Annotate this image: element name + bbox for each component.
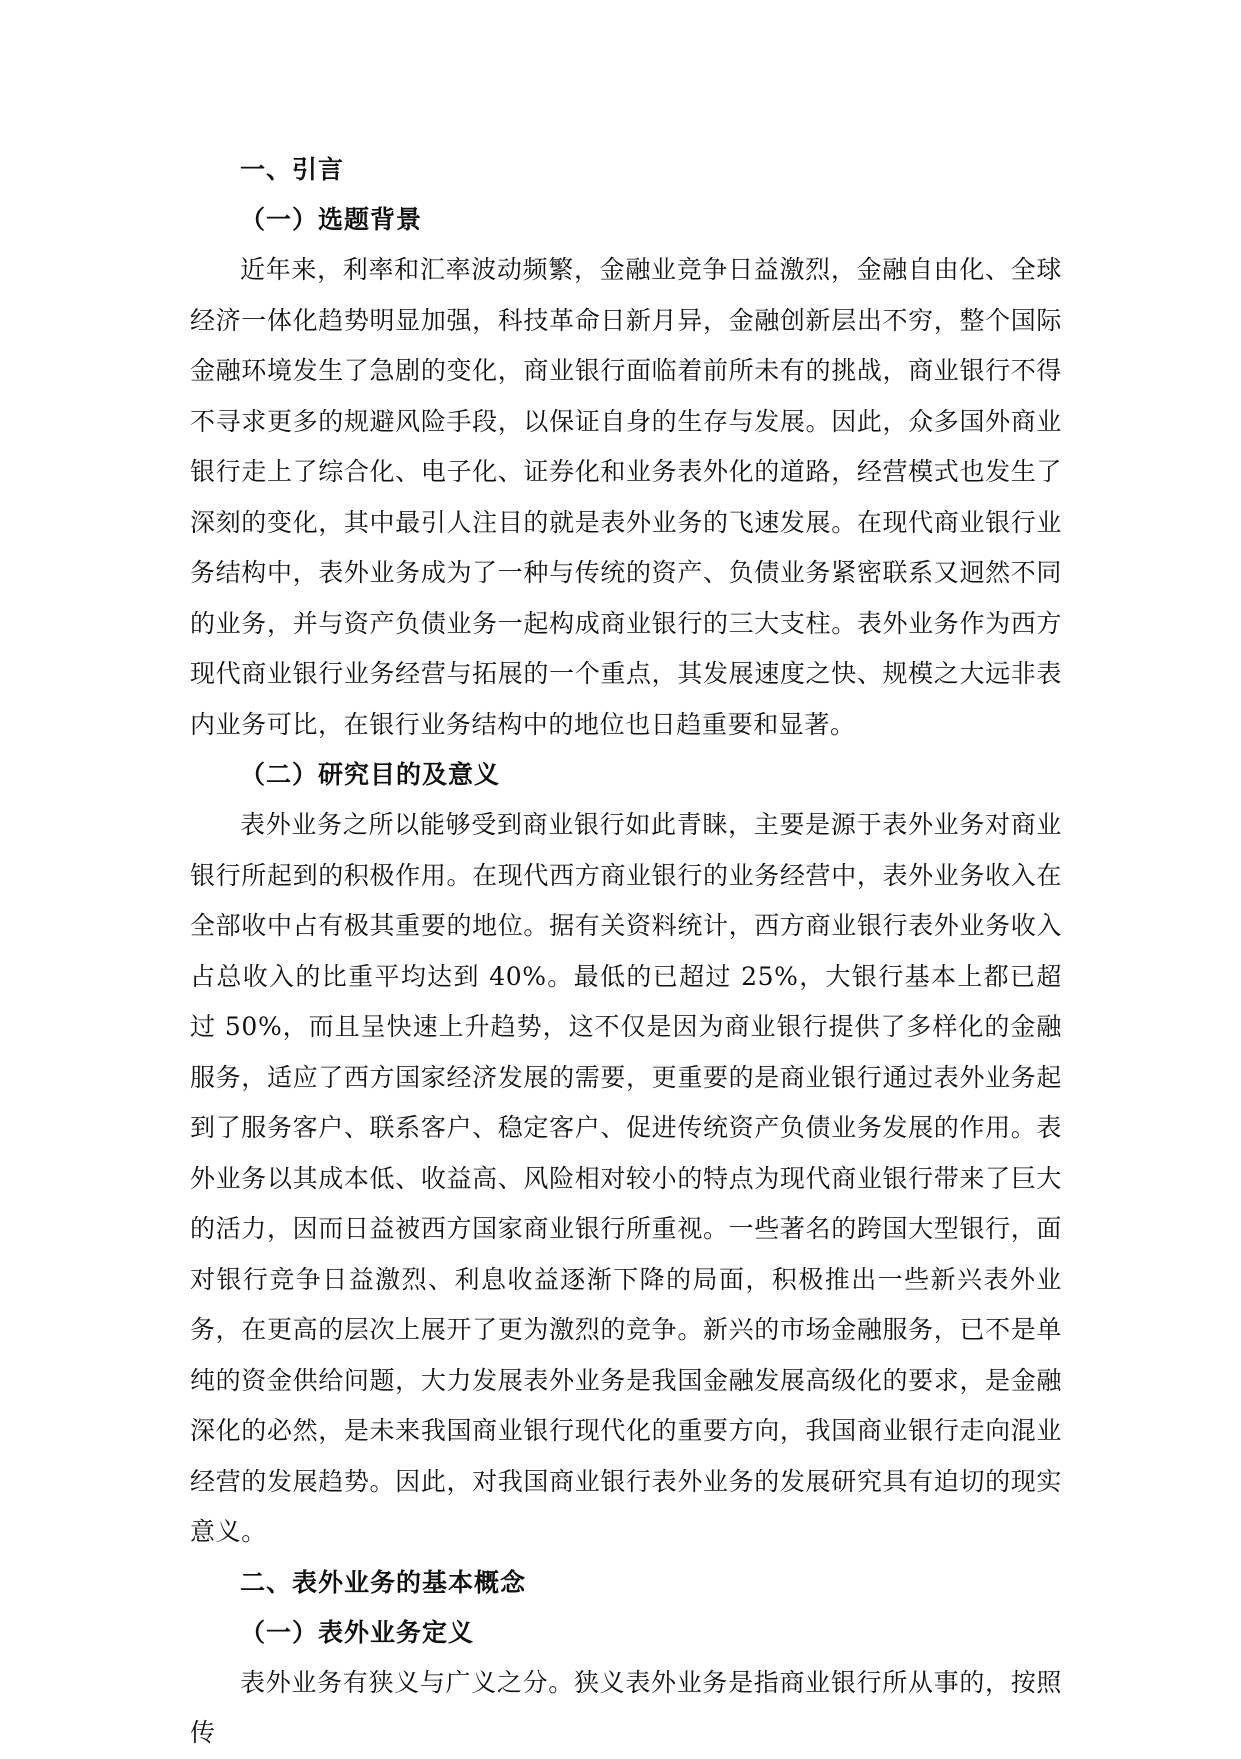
document-body [190,145,1062,1759]
paragraph-background: 近年来，利率和汇率波动频繁，金融业竞争日益激烈，金融自由化、全球经济一体化趋势明显加强，科技革命日新月异，金融创新层出不穷，整个国际金融环境发生了急剧的变化，商业银行面临着前所未有的挑战，商业银行不得不寻求更多的规避风险手段，以保证自身的生存与发展。因此，众多国外商业银行走上了综合化、电子化、证券化和业务表外化的道路，经营模式也发生了深刻的变化，其中最引人注目的就是表外业务的飞速发展。在现代商业银行业务结构中，表外业务成为了一种与传统的资产、负债业务紧密联系又迥然不同的业务，并与资产负债业务一起构成商业银行的三大支柱。表外业务作为西方现代商业银行业务经营与拓展的一个重点，其发展速度之快、规模之大远非表内业务可比，在银行业务结构中的地位也日趋重要和显著。 [190,255,1062,739]
paragraph-definition: 表外业务有狭义与广义之分。狭义表外业务是指商业银行所从事的，按照传 [190,1667,1062,1747]
subsection-heading-purpose: （二）研究目的及意义 [240,760,501,789]
subsection-heading-background: （一）选题背景 [240,205,423,234]
section-heading-basic-concepts: 二、表外业务的基本概念 [240,1567,527,1597]
subsection-heading-definition: （一）表外业务定义 [240,1617,475,1647]
section-heading-introduction: 一、引言 [240,155,345,184]
paragraph-purpose: 表外业务之所以能够受到商业银行如此青睐，主要是源于表外业务对商业银行所起到的积极作用。在现代西方商业银行的业务经营中，表外业务收入在全部收中占有极其重要的地位。据有关资料统计，西方商业银行表外业务收入占总收入的比重平均达到 40%。最低的已超过 25%，大银行基本上都已超过 50%，而且呈快速上升趋势，这不仅是因为商业银行提供了多样化的金融服务，适应了西方国家经济发展的需要，更重要的是商业银行通过表外业务起到了服务客户、联系客户、稳定客户、促进传统资产负债业务发展的作用。表外业务以其成本低、收益高、风险相对较小的特点为现代商业银行带来了巨大的活力，因而日益被西方国家商业银行所重视。一些著名的跨国大型银行，面对银行竞争日益激烈、利息收益逐渐下降的局面，积极推出一些新兴表外业务，在更高的层次上展开了更为激烈的竞争。新兴的市场金融服务，已不是单纯的资金供给问题，大力发展表外业务是我国金融发展高级化的要求，是金融深化的必然，是未来我国商业银行现代化的重要方向，我国商业银行走向混业经营的发展趋势。因此，对我国商业银行表外业务的发展研究具有迫切的现实意义。 [190,810,1062,1546]
